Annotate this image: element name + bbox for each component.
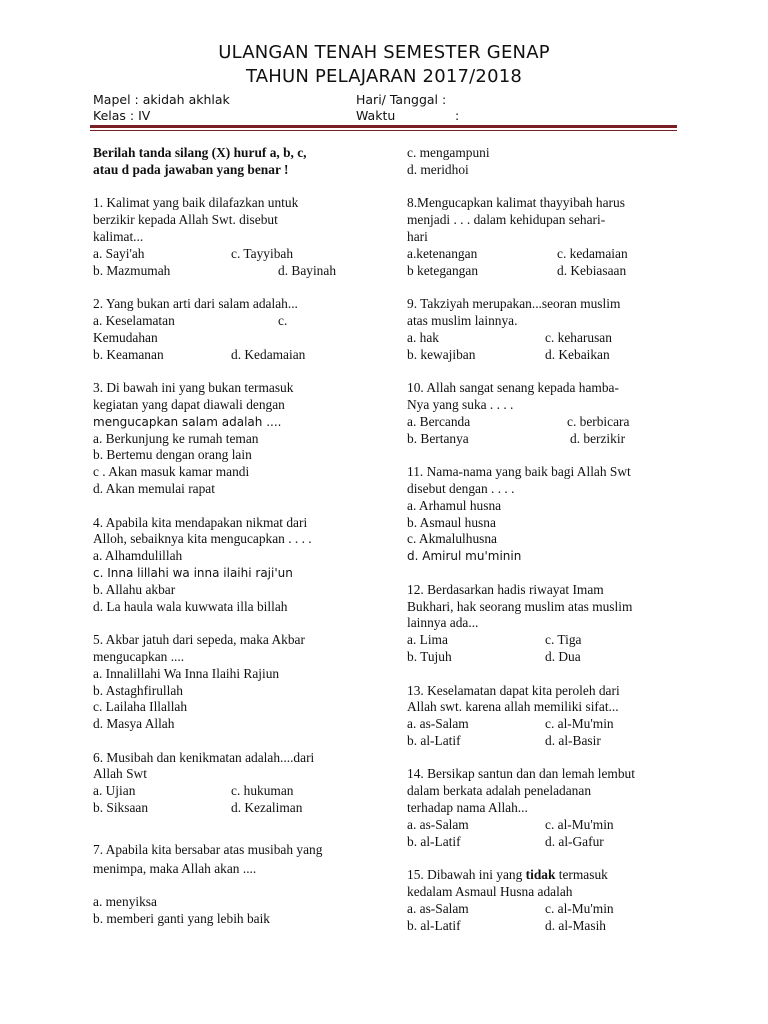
option-b: b. Allahu akbar xyxy=(93,581,176,597)
option-a: a. Sayi'ah xyxy=(93,245,145,261)
option-c: c. xyxy=(278,312,288,328)
question-text: atas muslim lainnya. xyxy=(407,312,518,328)
question-text: 7. Apabila kita bersabar atas musibah yang xyxy=(93,841,323,857)
option-d: d. Amirul mu'minin xyxy=(407,549,522,564)
option-d: d. Masya Allah xyxy=(93,716,175,732)
question-text: menjadi . . . dalam kehidupan sehari- xyxy=(407,212,606,228)
class-label: Kelas : IV xyxy=(93,108,151,123)
option-a: a. Berkunjung ke rumah teman xyxy=(93,430,259,446)
question-text: 13. Keselamatan dapat kita peroleh dari xyxy=(407,682,620,698)
option-a: a. Innalillahi Wa Inna Ilaihi Rajiun xyxy=(93,665,280,681)
question-15 xyxy=(407,867,679,934)
question-9 xyxy=(407,296,679,363)
option-a: a. as-Salam xyxy=(407,900,469,916)
instruction-line-2: atau d pada jawaban yang benar ! xyxy=(93,161,289,177)
question-text: lainnya ada... xyxy=(407,615,479,631)
question-text-part: termasuk xyxy=(555,867,608,883)
option-d: d. Bayinah xyxy=(278,262,337,278)
option-b: b. Bertanya xyxy=(407,430,469,446)
option-d: d. Dua xyxy=(545,648,581,664)
option-c: c. Inna lillahi wa inna ilaihi raji'un xyxy=(93,565,293,580)
option-d: d. La haula wala kuwwata illa billah xyxy=(93,598,288,614)
time-colon: : xyxy=(455,108,460,123)
question-text: Nya yang suka . . . . xyxy=(407,396,514,412)
option-b: b. al-Latif xyxy=(407,833,461,849)
question-text: berzikir kepada Allah Swt. disebut xyxy=(93,212,278,228)
option-b: b. al-Latif xyxy=(407,917,461,933)
option-a: a. as-Salam xyxy=(407,716,469,732)
option-b: b. Astaghfirullah xyxy=(93,682,184,698)
question-text: 8.Mengucapkan kalimat thayyibah harus xyxy=(407,195,625,211)
option-d: d. Kebiasaan xyxy=(557,262,627,278)
option-d: d. Kedamaian xyxy=(231,346,306,362)
option-d: d. al-Basir xyxy=(545,732,601,748)
question-text: kedalam Asmaul Husna adalah xyxy=(407,884,573,900)
question-text: Allah swt. karena allah memiliki sifat... xyxy=(407,699,619,715)
question-text: 12. Berdasarkan hadis riwayat Imam xyxy=(407,581,604,597)
option-d: d. al-Gafur xyxy=(545,833,604,849)
option-a: a. Arhamul husna xyxy=(407,497,502,513)
option-b: b. kewajiban xyxy=(407,346,476,362)
right-column xyxy=(407,145,679,934)
option-d: d. berzikir xyxy=(570,430,626,446)
question-text-part: 15. Dibawah ini yang xyxy=(407,867,526,883)
option-b: b. al-Latif xyxy=(407,732,461,748)
question-text: 3. Di bawah ini yang bukan termasuk xyxy=(93,380,294,396)
option-d: d. meridhoi xyxy=(407,161,469,177)
option-c: c. mengampuni xyxy=(407,145,490,160)
option-c: c. Lailaha Illallah xyxy=(93,699,188,715)
option-a: a.ketenangan xyxy=(407,245,478,261)
question-text: Alloh, sebaiknya kita mengucapkan . . . . xyxy=(93,531,312,547)
question-text: Allah Swt xyxy=(93,766,147,782)
option-b: b. Keamanan xyxy=(93,346,164,362)
option-a: a. Ujian xyxy=(93,783,136,799)
option-a: a. hak xyxy=(407,329,439,345)
option-c: c. al-Mu'min xyxy=(545,716,614,732)
option-c: c. keharusan xyxy=(545,329,612,345)
option-b: b. memberi ganti yang lebih baik xyxy=(93,911,271,927)
option-b: b. Bertemu dengan orang lain xyxy=(93,447,252,463)
left-column xyxy=(93,145,365,928)
question-12 xyxy=(407,582,679,666)
option-a: a. Lima xyxy=(407,632,448,648)
question-text: 4. Apabila kita mendapakan nikmat dari xyxy=(93,514,308,530)
question-1 xyxy=(93,195,365,279)
question-text: disebut dengan . . . . xyxy=(407,480,515,496)
question-text xyxy=(407,867,679,884)
question-10 xyxy=(407,380,679,447)
question-4 xyxy=(93,515,365,616)
option-b: b. Asmaul husna xyxy=(407,514,496,530)
option-d: d. Kezaliman xyxy=(231,800,303,816)
option-c: c. berbicara xyxy=(567,413,630,429)
option-b: b. Siksaan xyxy=(93,800,149,816)
question-text: kalimat... xyxy=(93,228,144,244)
question-3 xyxy=(93,380,365,498)
option-b: b ketegangan xyxy=(407,262,479,278)
question-2 xyxy=(93,296,365,363)
option-c: c. kedamaian xyxy=(557,245,628,261)
question-text: mengucapkan .... xyxy=(93,648,185,664)
question-text: hari xyxy=(407,228,428,244)
question-8 xyxy=(407,195,679,279)
header-divider-thin xyxy=(90,130,677,131)
question-text: Bukhari, hak seorang muslim atas muslim xyxy=(407,598,633,614)
exam-title: ULANGAN TENAH SEMESTER GENAP xyxy=(218,42,550,63)
question-text: mengucapkan salam adalah .... xyxy=(93,414,282,429)
question-6 xyxy=(93,750,365,817)
option-c: c. al-Mu'min xyxy=(545,900,614,916)
option-c: c. Tayyibah xyxy=(231,245,294,261)
header-divider-thick xyxy=(90,125,677,128)
question-14 xyxy=(407,766,679,850)
question-5 xyxy=(93,632,365,733)
instruction-line-1: Berilah tanda silang (X) huruf a, b, c, xyxy=(93,145,307,160)
option-d: d. al-Masih xyxy=(545,917,606,933)
question-text: 14. Bersikap santun dan dan lemah lembut xyxy=(407,766,635,782)
question-text: kegiatan yang dapat diawali dengan xyxy=(93,396,285,412)
option-b: b. Mazmumah xyxy=(93,262,171,278)
question-text: dalam berkata adalah peneladanan xyxy=(407,783,592,799)
exam-year: TAHUN PELAJARAN 2017/2018 xyxy=(245,66,523,87)
question-7 xyxy=(93,842,365,928)
subject-label: Mapel : akidah akhlak xyxy=(93,92,230,107)
question-text: menimpa, maka Allah akan .... xyxy=(93,860,257,876)
option-a: a. menyiksa xyxy=(93,894,157,910)
option-c: c. Akmalulhusna xyxy=(407,531,498,547)
option-c-text: Kemudahan xyxy=(93,329,158,345)
question-text: 2. Yang bukan arti dari salam adalah... xyxy=(93,296,298,312)
question-13 xyxy=(407,683,679,750)
time-label: Waktu xyxy=(356,108,396,123)
date-label: Hari/ Tanggal : xyxy=(356,92,447,107)
question-text: 6. Musibah dan kenikmatan adalah....dari xyxy=(93,749,315,765)
option-c: c. hukuman xyxy=(231,783,294,799)
option-b: b. Tujuh xyxy=(407,648,452,664)
question-7-continued xyxy=(407,145,679,179)
option-c: c . Akan masuk kamar mandi xyxy=(93,464,250,480)
option-d: d. Kebaikan xyxy=(545,346,610,362)
question-text: 1. Kalimat yang baik dilafazkan untuk xyxy=(93,195,299,211)
question-11 xyxy=(407,464,679,565)
question-text: 11. Nama-nama yang baik bagi Allah Swt xyxy=(407,464,631,480)
emphasis-tidak: tidak xyxy=(525,867,556,883)
option-d: d. Akan memulai rapat xyxy=(93,480,215,496)
option-a: a. Alhamdulillah xyxy=(93,548,183,564)
option-a: a. Bercanda xyxy=(407,413,471,429)
question-text: 10. Allah sangat senang kepada hamba- xyxy=(407,380,619,396)
option-a: a. as-Salam xyxy=(407,816,469,832)
question-text: 5. Akbar jatuh dari sepeda, maka Akbar xyxy=(93,632,305,648)
option-c: c. al-Mu'min xyxy=(545,816,614,832)
question-text: terhadap nama Allah... xyxy=(407,800,528,816)
option-c: c. Tiga xyxy=(545,632,582,648)
option-a: a. Keselamatan xyxy=(93,312,175,328)
question-text: 9. Takziyah merupakan...seoran muslim xyxy=(407,296,621,312)
